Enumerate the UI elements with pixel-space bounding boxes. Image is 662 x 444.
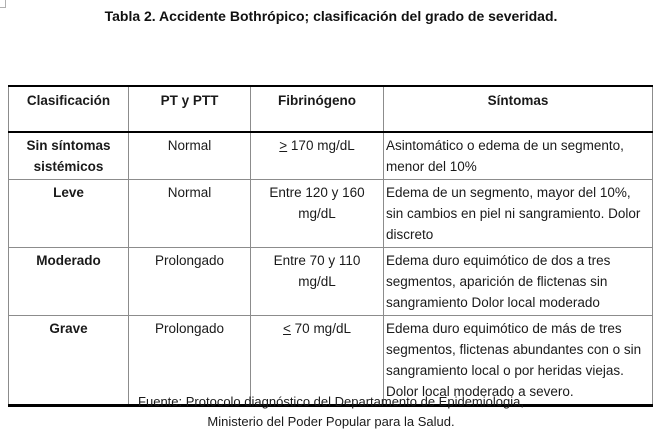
cell-pt-ptt: Normal <box>129 132 251 180</box>
cell-clasificacion: Grave <box>9 316 129 406</box>
header-row <box>9 86 653 132</box>
col-header-sintomas: Síntomas <box>384 86 653 132</box>
fibrinogeno-value: > 170 mg/dL <box>279 138 355 153</box>
cell-fibrinogeno <box>251 180 384 248</box>
cell-sintomas: Edema duro equimótico de dos a tres segmentos, aparición de flictenas sin sangramiento Dolor local moderado <box>384 248 653 316</box>
table-row <box>9 180 653 248</box>
cell-pt-ptt: Prolongado <box>129 248 251 316</box>
col-header-fibrinogeno: Fibrinógeno <box>251 86 384 132</box>
fibrinogeno-value: < 70 mg/dL <box>283 321 351 336</box>
cell-clasificacion: Sin síntomas sistémicos <box>9 132 129 180</box>
fibrinogeno-value: Entre 120 y 160 <box>269 185 365 200</box>
cell-sintomas: Edema de un segmento, mayor del 10%, sin cambios en piel ni sangramiento. Dolor discreto <box>384 180 653 248</box>
cell-fibrinogeno <box>251 248 384 316</box>
source-line-1: Fuente: Protocolo diagnóstico del Departamento de Epidemiologia, <box>138 394 524 409</box>
cell-sintomas: Asintomático o edema de un segmento, menor del 10% <box>384 132 653 180</box>
comparator-symbol: < <box>283 321 291 336</box>
cell-clasificacion: Leve <box>9 180 129 248</box>
comparator-symbol: > <box>279 138 288 153</box>
col-header-clasificacion: Clasificación <box>9 86 129 132</box>
fibrinogeno-unit: mg/dL <box>298 274 336 289</box>
table-caption: Tabla 2. Accidente Bothrópico; clasificación del grado de severidad. <box>104 8 558 24</box>
col-header-pt-ptt: PT y PTT <box>129 86 251 132</box>
cell-clasificacion: Moderado <box>9 248 129 316</box>
cell-pt-ptt: Normal <box>129 180 251 248</box>
cell-pt-ptt: Prolongado <box>129 316 251 406</box>
fibrinogeno-value: Entre 70 y 110 <box>273 253 361 268</box>
cell-fibrinogeno <box>251 132 384 180</box>
cell-sintomas: Edema duro equimótico de más de tres segmentos, flictenas abundantes con o sin sangramiento local o por heridas viejas. Dolor local moderado a severo. <box>384 316 653 406</box>
source-line-2: Ministerio del Poder Popular para la Salud. <box>207 414 455 429</box>
severity-table <box>8 85 653 407</box>
table-row <box>9 132 653 180</box>
fibrinogeno-unit: mg/dL <box>298 206 336 221</box>
table-row <box>9 248 653 316</box>
source-note <box>0 392 662 432</box>
